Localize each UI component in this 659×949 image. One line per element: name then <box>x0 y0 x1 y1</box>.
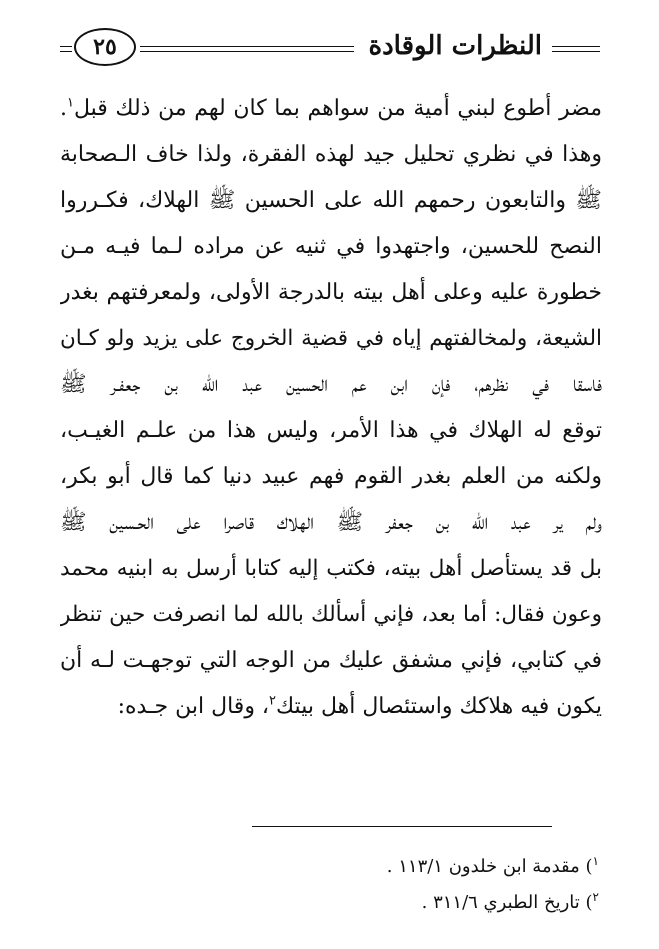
text-line-4: النصح للحسين، واجتهدوا في ثنيه عن مراده لـما فيـه مـن <box>60 234 602 259</box>
header-rule-right <box>552 46 600 47</box>
footnote-text: ) مقدمة ابن خلدون ١١٣/١ . <box>386 856 593 877</box>
text-line-8: توقع له الهلاك في هذا الأمر، وليس هذا من علـم الغيـب، <box>60 418 602 443</box>
text-line-6: الشيعة، ولمخالفتهم إياه في قضية الخروج على يزيد ولو كـان <box>60 326 602 351</box>
text-line-5: خطورة عليه وعلى أهل بيته بالدرجة الأولى، ولمعرفتهم بغدر <box>60 280 602 305</box>
text-line-2: وهذا في نظري تحليل جيد لهذه الفقرة، ولذا خاف الـصحابة <box>60 142 602 167</box>
text-line-10: ولم ير عبد الله بن جعفر ﷺ الهلاك قاصرا على الحـسين ﷺ <box>60 510 602 535</box>
text-line-13: في كتابي، فإني مشفق عليك من الوجه التي توجهـت لـه أن <box>60 648 602 673</box>
footnote-separator <box>252 826 552 827</box>
footnotes <box>59 852 599 924</box>
footnote-mark: ١ <box>592 854 599 868</box>
header-rule-stub <box>60 46 72 47</box>
footnote-ref-2[interactable]: ٢ <box>269 693 277 709</box>
text-line-11: بل قد يستأصل أهل بيته، فكتب إليه كتابا أرسل به ابنيه محمد <box>60 556 602 581</box>
footnote-2 <box>59 888 599 924</box>
page-number: ٢٥ <box>74 28 136 66</box>
text-line-12: وعون فقال: أما بعد، فإني أسألك بالله لما انصرفت حين تنظر <box>60 602 602 627</box>
text-line-3: ﷺ والتابعون رحمهم الله على الحسين ﷺ الهلاك، فكـرروا <box>60 188 602 213</box>
footnote-ref-1[interactable]: ١ <box>67 95 74 111</box>
header-rule-left <box>140 46 354 47</box>
running-title: النظرات الوقادة <box>368 31 542 61</box>
text-line-7: فاسقا في نظرهم، فإن ابن عم الحسين عبد الله بن جعفـر ﷺ <box>60 372 602 397</box>
page-header <box>60 26 600 72</box>
footnote-mark: ٢ <box>592 890 599 904</box>
footnote-text: ) تاريخ الطبري ٣١١/٦ . <box>421 892 593 913</box>
text-line-1: مضر أطوع لبني أمية من سواهم بما كان لهم من ذلك قبل$^١$. <box>60 95 602 121</box>
text-line-14: يكون فيه هلاكك واستئصال أهل بيتك$^٢$، وقال ابن جـده: <box>117 693 602 719</box>
body-text <box>60 86 602 730</box>
footnote-1 <box>59 852 599 888</box>
text-line-9: ولكنه من العلم بغدر القوم فهم عبيد دنيا كما قال أبو بكر، <box>60 464 602 489</box>
